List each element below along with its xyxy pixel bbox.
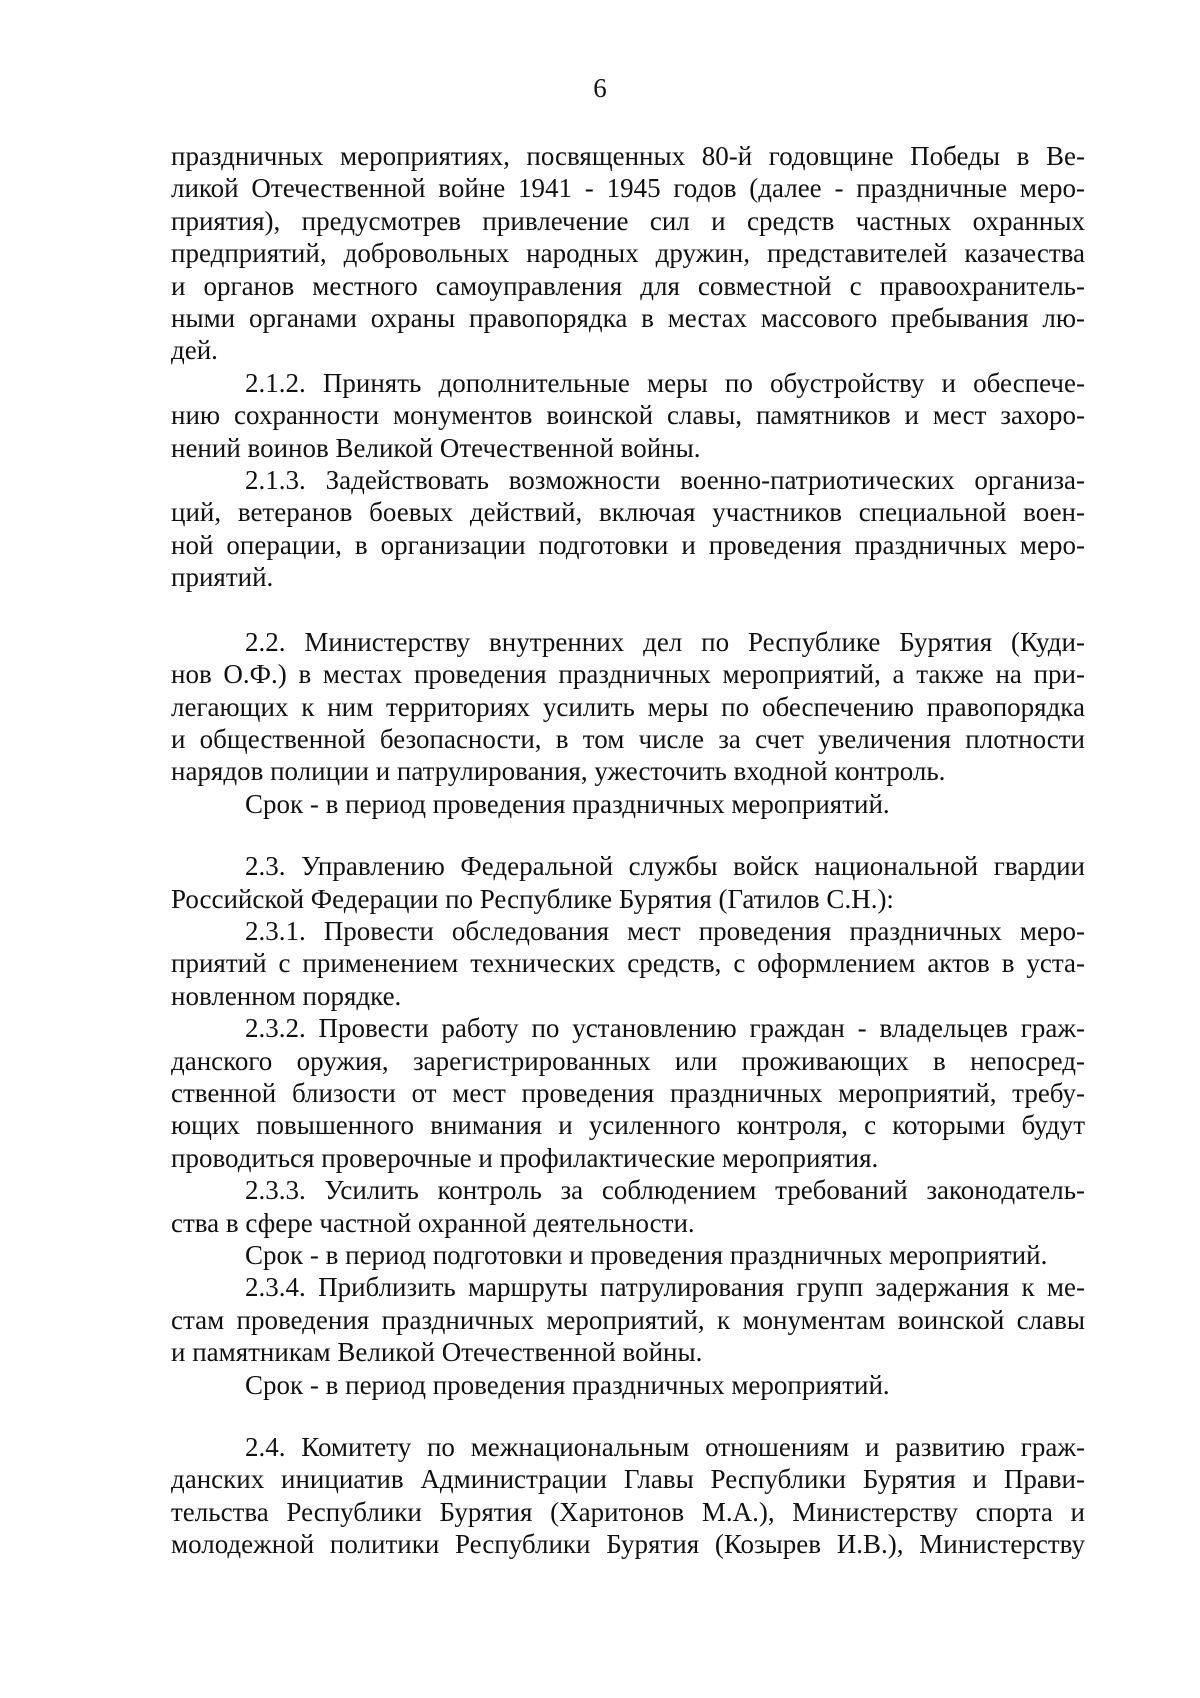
text-line: данского оружия, зарегистрированных или проживающих в непосред- <box>171 1045 1085 1076</box>
text-line: проводиться проверочные и профилактические мероприятия. <box>171 1142 879 1173</box>
text-line: Российской Федерации по Республике Бурятия (Гатилов С.Н.): <box>171 883 894 914</box>
text-line: ными органами охраны правопорядка в местах массового пребывания лю- <box>171 303 1085 334</box>
text-line: праздничных мероприятиях, посвященных 80-й годовщине Победы в Ве- <box>171 141 1085 171</box>
text-line: дей. <box>171 335 218 366</box>
text-line: приятий с применением технических средств, с оформлением актов в уста- <box>171 948 1085 979</box>
text-line: 2.2. Министерству внутренних дел по Республике Бурятия (Куди- <box>245 626 1085 657</box>
text-line: легающих к ним территориях усилить меры по обеспечению правопорядка <box>171 691 1085 722</box>
text-line: 2.3.1. Провести обследования мест проведения праздничных меро- <box>245 915 1085 946</box>
text-line: Срок - в период проведения праздничных мероприятий. <box>245 788 890 819</box>
text-line: приятий. <box>171 562 274 593</box>
paragraph-spacer <box>171 1401 1085 1431</box>
text-line: ющих повышенного внимания и усиленного контроля, с которыми будут <box>171 1110 1085 1141</box>
text-line: и органов местного самоуправления для совместной с правоохранитель- <box>171 270 1085 301</box>
text-line: нарядов полиции и патрулирования, ужесточить входной контроль. <box>171 756 946 787</box>
paragraph-p-2-3-2 <box>171 1012 1085 1174</box>
text-line: Срок - в период проведения праздничных мероприятий. <box>245 1369 890 1400</box>
text-line: 2.3.2. Провести работу по установлению граждан - владельцев граж- <box>245 1013 1085 1044</box>
text-line: 2.3. Управлению Федеральной службы войск национальной гвардии <box>245 851 1085 882</box>
text-line: нов О.Ф.) в местах проведения праздничных мероприятий, а также на при- <box>171 659 1085 690</box>
text-line: ликой Отечественной войне 1941 - 1945 годов (далее - праздничные меро- <box>171 173 1085 204</box>
paragraph-p-2-3-3-term <box>171 1239 1085 1271</box>
paragraph-p-2-1-3 <box>171 464 1085 594</box>
text-line: молодежной политики Республики Бурятия (Козырев И.В.), Министерству <box>171 1529 1085 1560</box>
text-line: данских инициатив Администрации Главы Республики Бурятия и Прави- <box>171 1464 1085 1495</box>
text-line: нию сохранности монументов воинской славы, памятников и мест захоро- <box>171 400 1085 431</box>
text-line: нений воинов Великой Отечественной войны. <box>171 432 701 463</box>
text-line: предприятий, добровольных народных дружин, представителей казачества <box>171 238 1085 269</box>
paragraph-p-2-3-4-term <box>171 1369 1085 1401</box>
paragraph-p-2-1-2 <box>171 367 1085 464</box>
text-line: ства в сфере частной охранной деятельности. <box>171 1207 695 1238</box>
document-body <box>171 140 1085 1561</box>
text-line: приятия), предусмотрев привлечение сил и средств частных охранных <box>171 205 1085 236</box>
text-line: 2.1.2. Принять дополнительные меры по обустройству и обеспече- <box>245 367 1085 398</box>
text-line: 2.4. Комитету по межнациональным отношениям и развитию граж- <box>245 1432 1085 1463</box>
paragraph-p-2-3-1 <box>171 915 1085 1012</box>
text-line: 2.1.3. Задействовать возможности военно-патриотических организа- <box>245 465 1085 496</box>
text-line: стам проведения праздничных мероприятий, к монументам воинской славы <box>171 1304 1085 1335</box>
text-line: 2.3.3. Усилить контроль за соблюдением требований законодатель- <box>245 1175 1085 1206</box>
paragraph-p-2-2 <box>171 626 1085 788</box>
paragraph-p-2-3-4 <box>171 1271 1085 1368</box>
paragraph-p-2-4 <box>171 1431 1085 1561</box>
paragraph-spacer <box>171 820 1085 850</box>
page-number: 6 <box>593 73 607 103</box>
text-line: ций, ветеранов боевых действий, включая участников специальной воен- <box>171 497 1085 528</box>
paragraph-p-continued <box>171 140 1085 367</box>
text-line: 2.3.4. Приблизить маршруты патрулирования групп задержания к ме- <box>245 1272 1085 1303</box>
text-line: и памятникам Великой Отечественной войны. <box>171 1337 703 1368</box>
paragraph-spacer <box>171 594 1085 626</box>
text-line: ственной близости от мест проведения праздничных мероприятий, требу- <box>171 1077 1085 1108</box>
text-line: и общественной безопасности, в том числе за счет увеличения плотности <box>171 723 1085 754</box>
text-line: тельства Республики Бурятия (Харитонов М.А.), Министерству спорта и <box>171 1496 1085 1527</box>
paragraph-p-2-2-term <box>171 788 1085 820</box>
text-line: новленном порядке. <box>171 980 402 1011</box>
paragraph-p-2-3-3 <box>171 1174 1085 1239</box>
text-line: Срок - в период подготовки и проведения праздничных мероприятий. <box>245 1240 1048 1270</box>
text-line: ной операции, в организации подготовки и проведения праздничных меро- <box>171 529 1085 560</box>
paragraph-p-2-3 <box>171 850 1085 915</box>
